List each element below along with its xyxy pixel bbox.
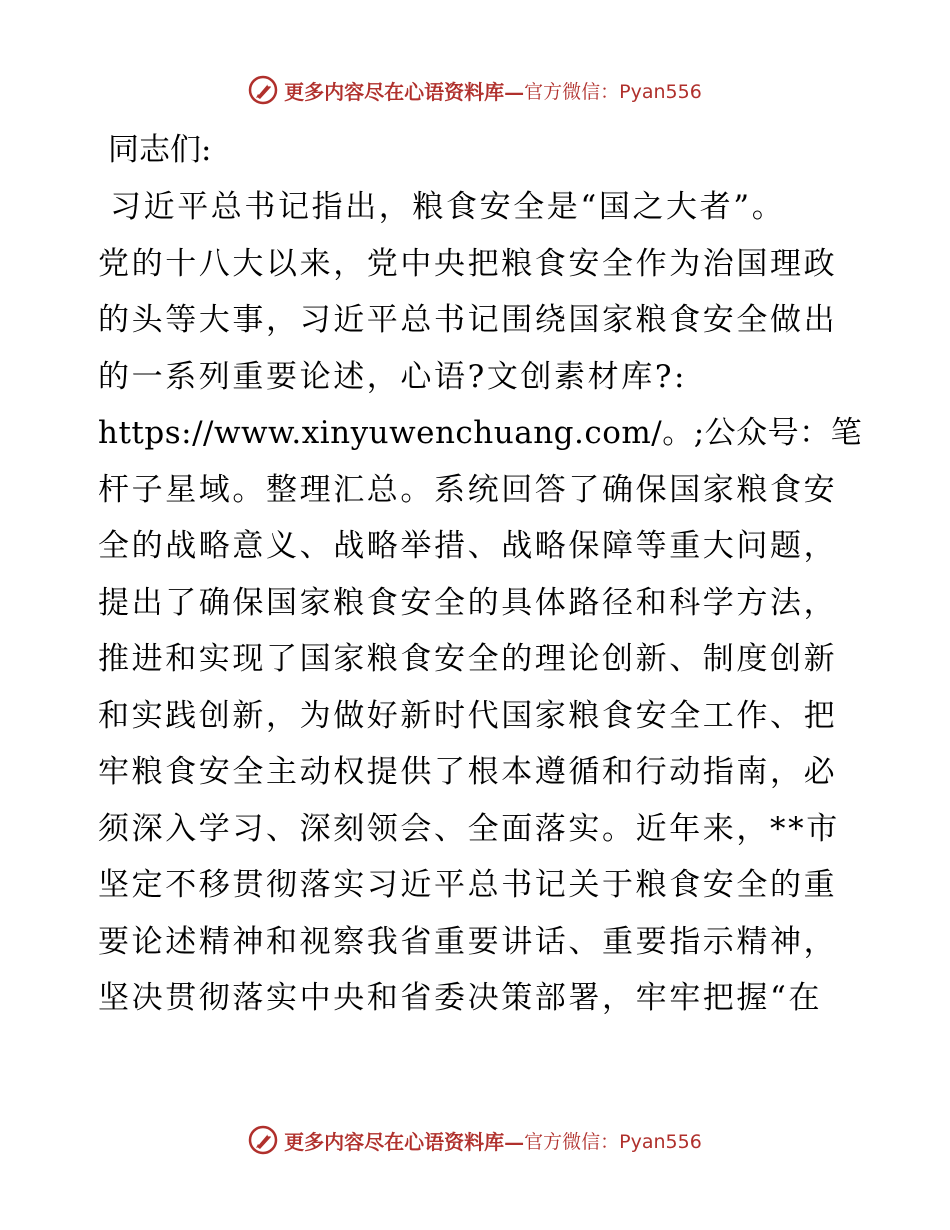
text-line: 的头等大事，习近平总书记围绕国家粮食安全做出: [98, 302, 838, 338]
banner-site-text: 更多内容尽在心语资料库—: [284, 1129, 525, 1154]
footer-banner: [0, 1120, 950, 1160]
text-line: 全的战略意义、战略举措、战略保障等重大问题，: [98, 528, 838, 564]
banner-wechat-text: 官方微信：Pyan556: [524, 1130, 702, 1153]
text-line: 推进和实现了国家粮食安全的理论创新、制度创新: [98, 641, 838, 677]
text-line: https://www.xinyuwenchuang.com/。;公众号：笔: [98, 415, 863, 451]
text-line: 牢粮食安全主动权提供了根本遵循和行动指南，必: [98, 754, 838, 790]
text-line: 坚决贯彻落实中央和省委决策部署，牢牢把握“在: [98, 980, 823, 1016]
text-line: 和实践创新，为做好新时代国家粮食安全工作、把: [98, 697, 838, 734]
text-line: 党的十八大以来，党中央把粮食安全作为治国理政: [98, 245, 838, 282]
text-line: 的一系列重要论述，心语?文创素材库?:: [98, 358, 688, 395]
text-line: 提出了确保国家粮食安全的具体路径和科学方法，: [98, 584, 838, 621]
banner-wechat-text: 官方微信：Pyan556: [524, 80, 702, 103]
text-line: 习近平总书记指出，粮食安全是“国之大者”。: [110, 189, 786, 225]
text-line: 要论述精神和视察我省重要讲话、重要指示精神，: [98, 923, 838, 960]
pen-nib-logo-icon: [248, 1125, 278, 1155]
text-line: 杆子星域。整理汇总。系统回答了确保国家粮食安: [98, 471, 838, 508]
text-line: 坚定不移贯彻落实习近平总书记关于粮食安全的重: [98, 867, 838, 903]
banner-site-text: 更多内容尽在心语资料库—: [284, 79, 525, 104]
salutation: 同志们:: [108, 132, 212, 168]
document-body: [98, 179, 863, 1027]
text-line: 须深入学习、深刻领会、全面落实。近年来，**市: [98, 810, 840, 847]
header-banner: [0, 70, 950, 110]
pen-nib-logo-icon: [248, 75, 278, 105]
